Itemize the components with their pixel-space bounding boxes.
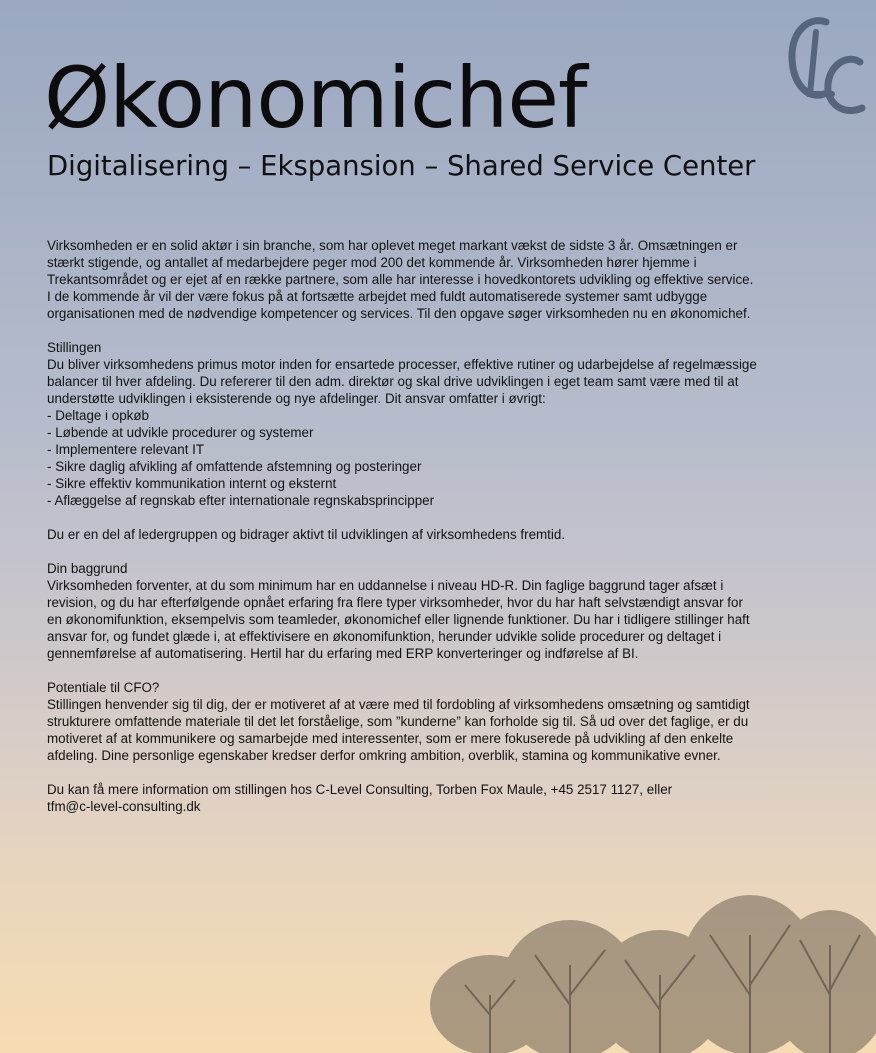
position-closing: Du er en del af ledergruppen og bidrager aktivt til udviklingen af virksomhedens fremtid. — [47, 527, 566, 542]
background-section — [47, 560, 759, 662]
contact-email[interactable]: tfm@c-level-consulting.dk — [47, 799, 201, 814]
position-text: Du bliver virksomhedens primus motor inden for ensartede processer, effektive rutiner og udarbejdelse af regelmæssige balancer til hver afdeling. Du refererer til den adm. direktør og skal drive udviklingen i eget team samt være med til at understøtte udviklingen i eksisterende og nye afdelinger. Dit ansvar omfatter i øvrigt: — [47, 357, 757, 406]
intro-paragraph: Virksomheden er en solid aktør i sin branche, som har oplevet meget markant vækst de sidste 3 år. Omsætningen er stærkt stigende, og antallet af medarbejdere peger mod 200 det kommende år. Virksomheden hører hjemme i Trekantsområdet og er ejet af en række partnere, som alle har interesse i hovedkontorets udvikling og effektive service. I de kommende år vil der være fokus på at fortsætte arbejdet med fuldt automatiserede systemer samt udbygge organisationen med de nødvendige kompetencer og services. Til den opgave søger virksomheden nu en økonomichef. — [47, 238, 754, 321]
page-title: Økonomichef — [44, 49, 587, 147]
duty-item: - Løbende at udvikle procedurer og systemer — [47, 424, 759, 441]
trees-silhouette — [420, 895, 876, 1053]
logo-text: CLC — [786, 12, 789, 13]
potential-heading: Potentiale til CFO? — [47, 680, 160, 695]
potential-text: Stillingen henvender sig til dig, der er motiveret af at være med til fordobling af virksomhedens omsætning og samtidigt strukturere omfattende materiale til det let forståelige, som ”kunderne” kan forholde sig til. Så ud over det faglige, er du motiveret af at kommunikere og samarbejde med interessenter, som er mere fokuserede på udvikling af den enkelte afdeling. Dine personlige egenskaber kredser derfor omkring ambition, overblik, stamina og kommunikative evner. — [47, 697, 750, 763]
duties-list — [47, 407, 759, 509]
page-subtitle: Digitalisering – Ekspansion – Shared Service Center — [47, 150, 756, 182]
position-section — [47, 339, 759, 407]
duty-item: - Implementere relevant IT — [47, 441, 759, 458]
clc-logo — [786, 12, 866, 120]
contact-section — [47, 781, 759, 815]
duty-item: - Deltage i opkøb — [47, 407, 759, 424]
duty-item: - Aflæggelse af regnskab efter internationale regnskabsprincipper — [47, 492, 759, 509]
position-heading: Stillingen — [47, 340, 102, 355]
background-text: Virksomheden forventer, at du som minimum har en uddannelse i niveau HD-R. Din faglige baggrund tager afsæt i revision, og du har efterfølgende opnået erfaring fra flere typer virksomheder, hvor du har haft selvstændigt ansvar for en økonomifunktion, eksempelvis som teamleder, økonomichef eller lignende funktioner. Du har i tidligere stillinger haft ansvar for, og fundet glæde i, at effektivisere en økonomifunktion, herunder udvikle solide procedurer og deltaget i gennemførelse af automatisering. Hertil har du erfaring med ERP konverteringer og indførelse af BI. — [47, 578, 750, 661]
duty-item: - Sikre effektiv kommunikation internt og eksternt — [47, 475, 759, 492]
contact-text: Du kan få mere information om stillingen hos C-Level Consulting, Torben Fox Maule, +45 2517 1127, eller — [47, 782, 673, 797]
potential-section — [47, 679, 759, 764]
duty-item: - Sikre daglig afvikling af omfattende afstemning og posteringer — [47, 458, 759, 475]
background-heading: Din baggrund — [47, 561, 128, 576]
job-ad-body — [47, 237, 759, 832]
